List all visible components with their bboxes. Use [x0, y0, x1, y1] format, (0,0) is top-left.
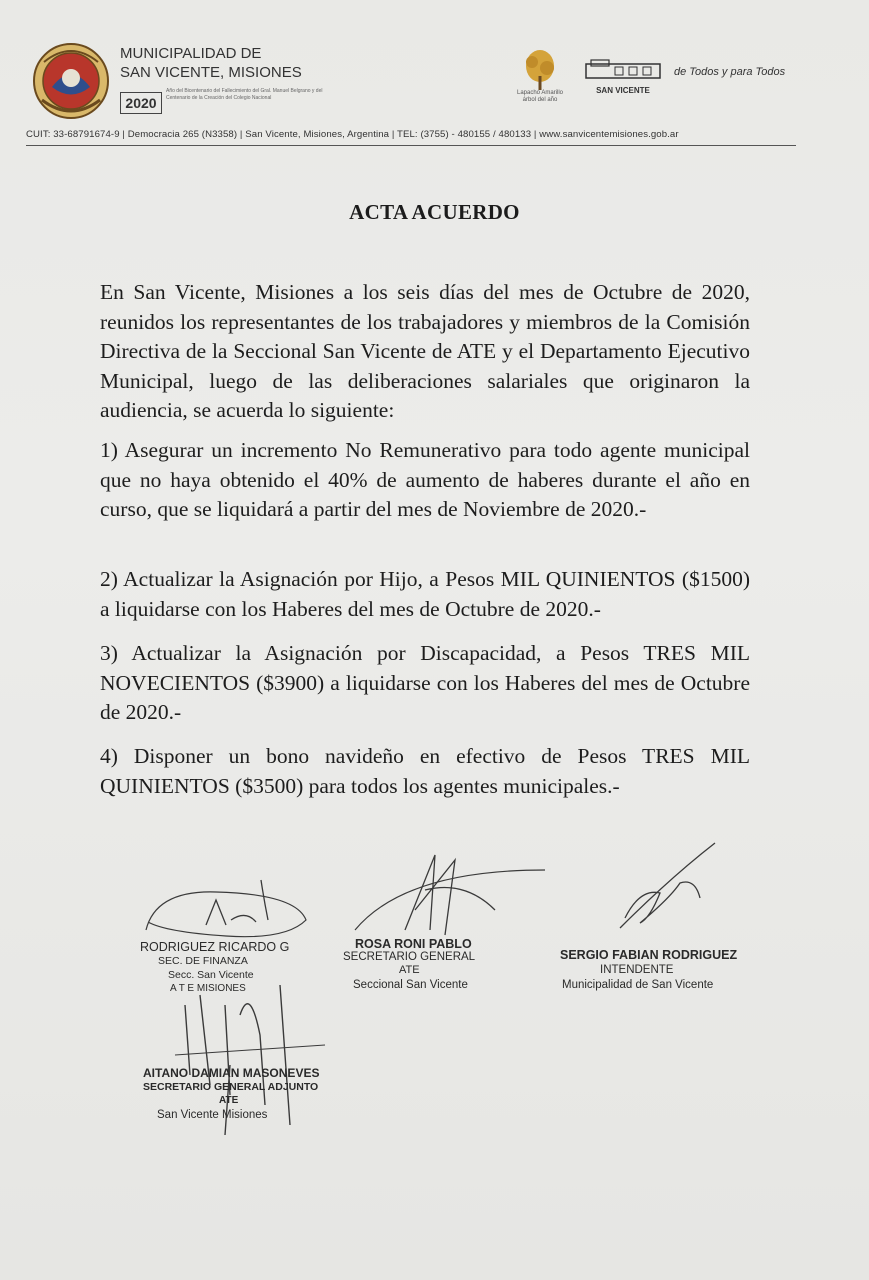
- municipality-name-line2: SAN VICENTE, MISIONES: [120, 64, 302, 81]
- agreement-item-4: 4) Disponer un bono navideño en efectivo de Pesos TRES MIL QUINIENTOS ($3500) para todos los agentes municipales.-: [100, 744, 750, 798]
- signature-block-rosa: [343, 938, 475, 992]
- signatory-title: INTENDENTE: [600, 964, 674, 976]
- tree-caption-sub: árbol del año: [522, 97, 558, 103]
- agreement-item-3: 3) Actualizar la Asignación por Discapacidad, a Pesos TRES MIL NOVECIENTOS ($3900) a liquidarse con los Haberes del mes de Octubre de 2020.-: [100, 641, 750, 724]
- header-divider: [26, 145, 796, 146]
- intro-paragraph: En San Vicente, Misiones a los seis días del mes de Octubre de 2020, reunidos los representantes de los trabajadores y miembros de la Comisión Directiva de la Seccional San Vicente de ATE y el Departamento Ejecutivo Municipal, luego de las deliberaciones salariales que originaron la audiencia, se acuerda lo siguiente:: [100, 280, 750, 422]
- signatory-org-2: Seccional San Vicente: [353, 979, 468, 991]
- signatory-org: ATE: [219, 1095, 239, 1106]
- contact-info: CUIT: 33-68791674-9 | Democracia 265 (N3358) | San Vicente, Misiones, Argentina | TEL: (3755) - 480155 / 480133 | www.sanvicentemisiones.gob.ar: [26, 129, 679, 140]
- signatory-name: SERGIO FABIAN RODRIGUEZ: [560, 948, 738, 962]
- signature-block-masoneves: [143, 1066, 319, 1122]
- signatory-name: ROSA RONI PABLO: [355, 937, 472, 951]
- building-caption: SAN VICENTE: [596, 86, 650, 95]
- municipal-seal-logo: [32, 42, 110, 120]
- document-title: ACTA ACUERDO: [349, 200, 520, 224]
- municipal-building-logo: [585, 58, 661, 82]
- signatory-org: ATE: [399, 964, 420, 976]
- signature-scribble-intendente: [600, 838, 730, 938]
- slogan: de Todos y para Todos: [674, 66, 786, 78]
- signatory-name: AITANO DAMIAN MASONEVES: [143, 1066, 320, 1080]
- signatory-org: Secc. San Vicente: [168, 969, 254, 981]
- signature-block-rodriguez: [140, 940, 289, 996]
- signature-scribble-rosa: [345, 850, 555, 940]
- year-caption: Año del Bicentenario del Fallecimiento del Gral. Manuel Belgrano y del Centenario de la Creación del Colegio Nacional: [166, 88, 323, 101]
- tree-caption: [500, 90, 580, 104]
- letterhead: [0, 0, 869, 160]
- agreement-item-1: 1) Asegurar un incremento No Remunerativo para todo agente municipal que no haya obtenido el 40% de aumento de haberes durante el año en curso, que se liquidará a partir del mes de Noviembre de 2020.-: [100, 438, 750, 521]
- signatory-org-2: San Vicente Misiones: [157, 1109, 268, 1121]
- signature-block-intendente: [560, 948, 737, 993]
- tree-caption-name: Lapacho Amarillo: [516, 90, 564, 96]
- signature-scribble-rodriguez: [136, 870, 316, 950]
- agreement-item-2: 2) Actualizar la Asignación por Hijo, a Pesos MIL QUINIENTOS ($1500) a liquidarse con los Haberes del mes de Octubre de 2020.-: [100, 567, 750, 621]
- signatory-title: SECRETARIO GENERAL ADJUNTO: [143, 1081, 319, 1093]
- signatory-org-2: A T E MISIONES: [170, 983, 246, 994]
- signatory-name: RODRIGUEZ RICARDO G: [140, 940, 290, 954]
- signatory-org: Municipalidad de San Vicente: [562, 979, 714, 991]
- municipality-name: [120, 44, 320, 82]
- year-badge: 2020: [120, 92, 162, 114]
- signatory-title: SECRETARIO GENERAL: [343, 951, 476, 963]
- municipality-name-line1: MUNICIPALIDAD DE: [120, 45, 262, 62]
- signatory-title: SEC. DE FINANZA: [158, 955, 248, 967]
